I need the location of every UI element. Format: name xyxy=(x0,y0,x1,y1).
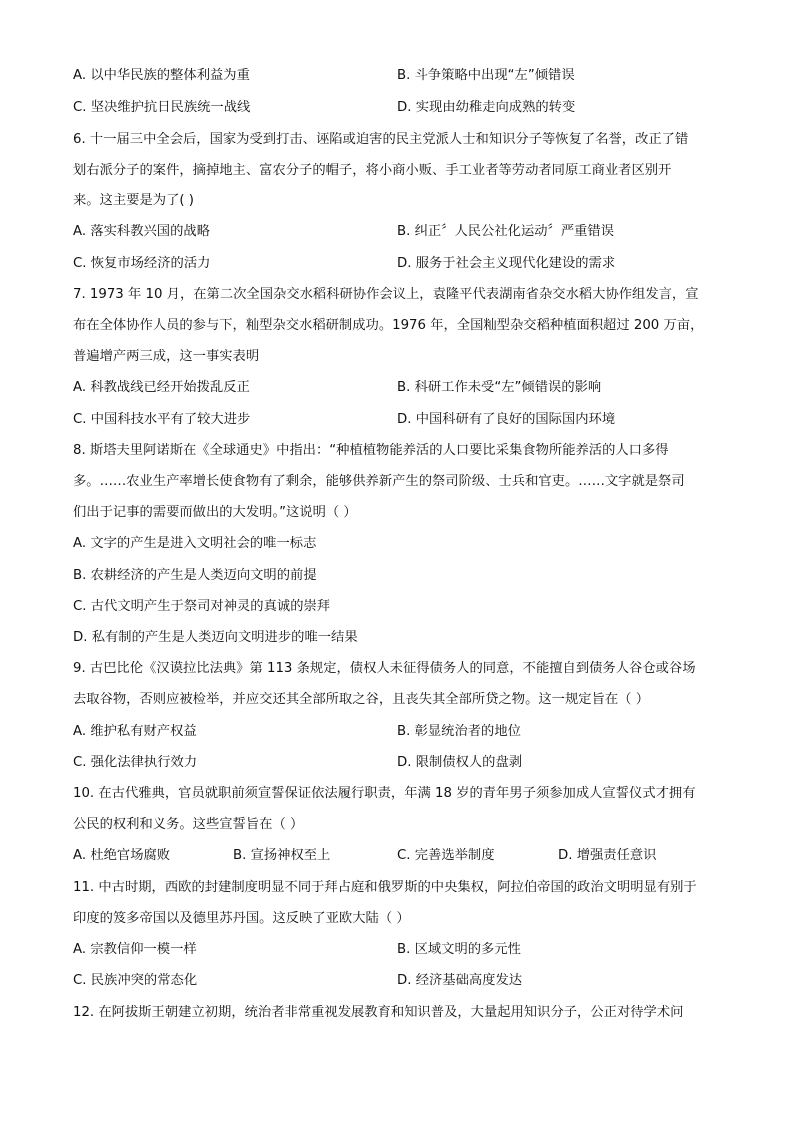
q10-option-b: B. 宣扬神权至上 xyxy=(233,848,331,863)
q8-stem-line-1: 8. 斯塔夫里阿诺斯在《全球通史》中指出：“种植植物能养活的人口要比采集食物所能养活的人口多得 xyxy=(73,443,669,458)
q5-option-b: B. 斗争策略中出现“左”倾错误 xyxy=(397,68,575,83)
q10-option-d: D. 增强责任意识 xyxy=(558,848,657,863)
q6-option-d: D. 服务于社会主义现代化建设的需求 xyxy=(397,256,616,271)
q9-stem-line-2: 去取谷物，否则应被检举，并应交还其全部所取之谷，且丧失其全部所贷之物。这一规定旨在（ ） xyxy=(73,692,649,707)
q6-option-b: B. 纠正〞人民公社化运动〞严重错误 xyxy=(397,224,615,239)
q9-option-b: B. 彰显统治者的地位 xyxy=(397,724,521,739)
q9-stem-line-1: 9. 古巴比伦《汉谟拉比法典》第 113 条规定，债权人未征得债务人的同意，不能擅自到债务人谷仓或谷场 xyxy=(73,661,696,676)
q10-option-c: C. 完善选举制度 xyxy=(397,848,495,863)
q11-stem-line-2: 印度的笈多帝国以及德里苏丹国。这反映了亚欧大陆（ ） xyxy=(73,911,410,926)
q5-option-a: A. 以中华民族的整体利益为重 xyxy=(73,68,250,83)
q11-option-a: A. 宗教信仰一模一样 xyxy=(73,942,197,957)
q8-option-d: D. 私有制的产生是人类迈向文明进步的唯一结果 xyxy=(73,630,358,645)
q6-stem-line-1: 6. 十一届三中全会后，国家为受到打击、诬陷或迫害的民主党派人士和知识分子等恢复了名誉，改正了错 xyxy=(73,132,689,147)
q6-stem-line-2: 划右派分子的案件，摘掉地主、富农分子的帽子，将小商小贩、手工业者等劳动者同原工商业者区别开 xyxy=(73,163,672,178)
q5-option-d: D. 实现由幼稚走向成熟的转变 xyxy=(397,100,576,115)
q11-option-c: C. 民族冲突的常态化 xyxy=(73,973,198,988)
q9-option-a: A. 维护私有财产权益 xyxy=(73,724,197,739)
q11-stem-line-1: 11. 中古时期，西欧的封建制度明显不同于拜占庭和俄罗斯的中央集权，阿拉伯帝国的政治文明明显有别于 xyxy=(73,880,697,895)
q8-stem-line-2: 多。……农业生产率增长使食物有了剩余，能够供养新产生的祭司阶级、士兵和官吏。……文字就是祭司 xyxy=(73,474,685,489)
q8-option-b: B. 农耕经济的产生是人类迈向文明的前提 xyxy=(73,568,317,583)
q11-option-b: B. 区域文明的多元性 xyxy=(397,942,521,957)
q7-option-b: B. 科研工作未受“左”倾错误的影响 xyxy=(397,380,602,395)
q8-option-a: A. 文字的产生是进入文明社会的唯一标志 xyxy=(73,536,317,551)
q6-option-c: C. 恢复市场经济的活力 xyxy=(73,256,211,271)
q6-option-a: A. 落实科教兴国的战略 xyxy=(73,224,210,239)
q11-option-d: D. 经济基础高度发达 xyxy=(397,973,523,988)
q9-option-c: C. 强化法律执行效力 xyxy=(73,755,198,770)
q10-option-a: A. 杜绝官场腐败 xyxy=(73,848,171,863)
q12-stem-line-1: 12. 在阿拔斯王朝建立初期，统治者非常重视发展教育和知识普及，大量起用知识分子，公正对待学术问 xyxy=(73,1005,684,1020)
q7-option-a: A. 科教战线已经开始拨乱反正 xyxy=(73,380,250,395)
q6-stem-line-3: 来。这主要是为了( ) xyxy=(73,193,194,208)
q7-stem-line-2: 布在全体协作人员的参与下，籼型杂交水稻研制成功。1976 年，全国籼型杂交稻种植面积超过 200 万亩， xyxy=(73,318,704,333)
q10-stem-line-1: 10. 在古代雅典，官员就职前须宣誓保证依法履行职责，年满 18 岁的青年男子须参加成人宣誓仪式才拥有 xyxy=(73,786,696,801)
q7-stem-line-1: 7. 1973 年 10 月，在第二次全国杂交水稻科研协作会议上，袁隆平代表湖南省杂交水稻大协作组发言，宣 xyxy=(73,287,699,302)
q8-stem-line-3: 们出于记事的需要而做出的大发明。”这说明（ ） xyxy=(73,505,357,520)
q7-stem-line-3: 普遍增产两三成，这一事实表明 xyxy=(73,349,260,364)
q7-option-d: D. 中国科研有了良好的国际国内环境 xyxy=(397,412,616,427)
q8-option-c: C. 古代文明产生于祭司对神灵的真诚的崇拜 xyxy=(73,599,331,614)
q7-option-c: C. 中国科技水平有了较大进步 xyxy=(73,412,251,427)
q5-option-c: C. 坚决维护抗日民族统一战线 xyxy=(73,100,251,115)
q9-option-d: D. 限制债权人的盘剥 xyxy=(397,755,523,770)
q10-stem-line-2: 公民的权利和义务。这些宣誓旨在（ ） xyxy=(73,817,304,832)
